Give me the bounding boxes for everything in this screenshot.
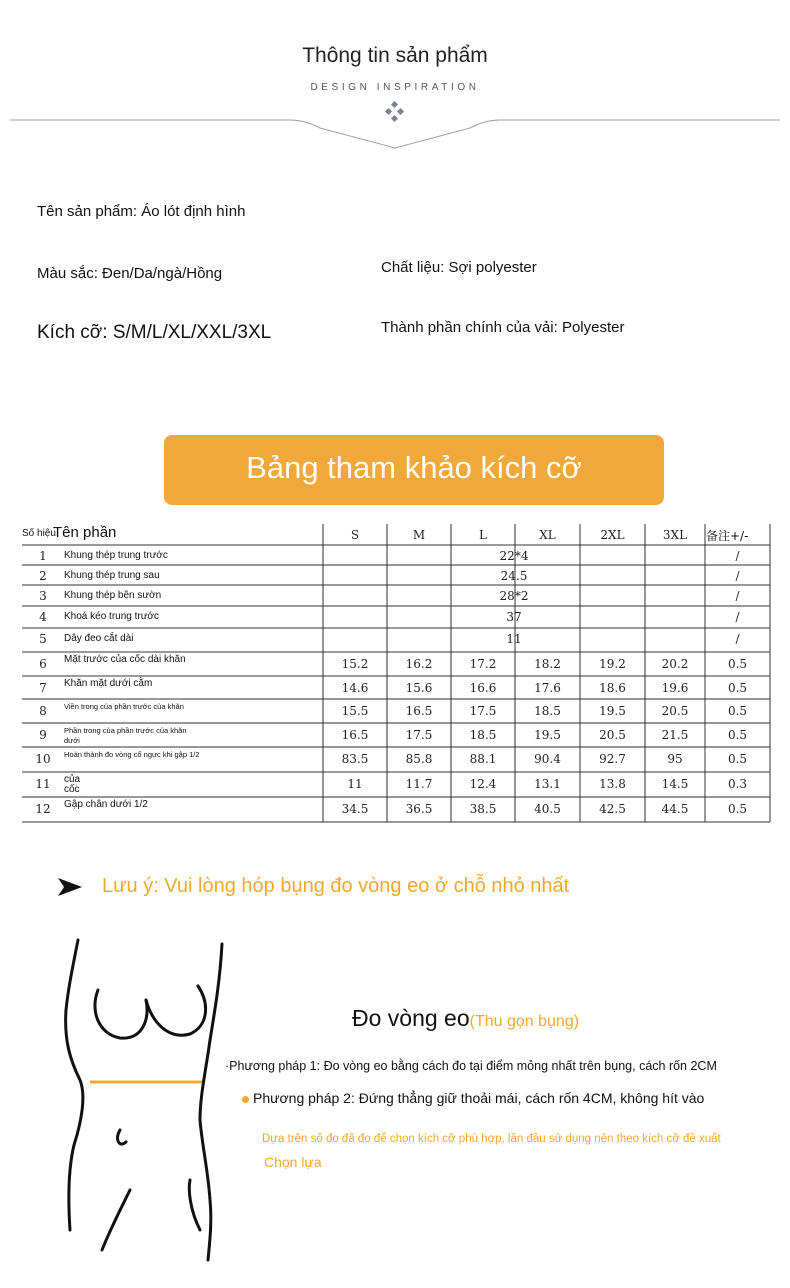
header-no: Số hiệu (22, 528, 56, 539)
row-size-value: 19.2 (599, 657, 626, 671)
row-note: 0.5 (727, 704, 748, 718)
row-part-name: Mặt trước của cốc dài khăn (64, 654, 186, 665)
row-size-value: 14.5 (661, 777, 689, 791)
row-merged-value: 24.5 (500, 569, 528, 583)
row-size-value: 13.1 (534, 777, 561, 791)
row-note: 0.5 (727, 657, 748, 671)
row-number: 3 (39, 589, 47, 603)
row-size-value: 21.5 (661, 728, 689, 742)
header-part: Tên phần (53, 524, 117, 541)
method-1: ·Phương pháp 1: Đo vòng eo bằng cách đo tại điểm mỏng nhất trên bụng, cách rốn 2CM (225, 1059, 717, 1073)
row-size-value: 18.5 (469, 728, 497, 742)
row-number: 9 (39, 728, 47, 742)
measure-title: Đo vòng eo (352, 1005, 470, 1031)
row-merged-value: 37 (506, 610, 522, 624)
page-subtitle: DESIGN INSPIRATION (310, 82, 480, 93)
body-figure-illustration (50, 930, 240, 1270)
recommendation-choose: Chọn lựa (264, 1154, 322, 1170)
product-fabric: Thành phần chính của vải: Polyester (381, 319, 625, 336)
product-color: Màu sắc: Đen/Da/ngà/Hồng (37, 265, 223, 282)
row-note: 0.5 (727, 681, 748, 695)
header-size-3xl: 3XL (662, 528, 688, 542)
row-size-value: 11.7 (405, 777, 433, 791)
row-number: 10 (35, 752, 51, 766)
row-number: 11 (35, 777, 51, 791)
row-part-name: Khăn mặt dưới cằm (64, 678, 153, 689)
row-note: / (735, 569, 740, 583)
row-size-value: 16.2 (405, 657, 433, 671)
row-part-name: Khung thép trung trước (64, 550, 168, 561)
row-size-value: 40.5 (534, 802, 561, 816)
diamond-ornament-icon (382, 100, 408, 126)
row-size-value: 18.5 (534, 704, 561, 718)
method-2: Phương pháp 2: Đứng thẳng giữ thoải mái, cách rốn 4CM, không hít vào (253, 1090, 705, 1106)
row-note: / (735, 549, 740, 563)
row-note: / (735, 610, 740, 624)
row-note: / (735, 632, 740, 646)
header-size-xl: XL (539, 528, 556, 542)
measure-heading (352, 1005, 579, 1032)
row-number: 5 (39, 632, 47, 646)
row-size-value: 15.6 (405, 681, 433, 695)
product-name: Tên sản phẩm: Áo lót định hình (37, 203, 246, 220)
row-number: 8 (39, 704, 47, 718)
row-size-value: 15.5 (341, 704, 369, 718)
row-part-name: Viền trong của phần trước của khăn (64, 702, 184, 711)
row-note: 0.5 (727, 802, 748, 816)
header-size-m: M (412, 528, 426, 542)
row-size-value: 90.4 (534, 752, 561, 766)
header-size-s: S (350, 528, 360, 542)
row-size-value: 95 (667, 752, 683, 766)
arrow-right-icon (56, 874, 84, 900)
row-size-value: 14.6 (341, 681, 369, 695)
row-number: 6 (39, 657, 47, 671)
row-size-value: 16.5 (405, 704, 433, 718)
row-merged-value: 22*4 (499, 549, 529, 563)
row-size-value: 13.8 (599, 777, 626, 791)
size-chart-banner: Bảng tham khảo kích cỡ (164, 435, 664, 505)
row-size-value: 16.6 (469, 681, 497, 695)
row-size-value: 44.5 (661, 802, 689, 816)
recommendation: Dựa trên số đo đã đo để chọn kích cỡ phù hợp, lần đầu sử dụng nên theo kích cỡ đề xuất (262, 1133, 721, 1145)
row-part-name: Khung thép bên sườn (64, 590, 162, 601)
method-2-row (242, 1090, 704, 1106)
waist-note: Lưu ý: Vui lòng hóp bụng đo vòng eo ở chỗ nhỏ nhất (102, 875, 570, 897)
row-size-value: 15.2 (341, 657, 369, 671)
bullet-dot-icon (242, 1096, 249, 1103)
row-size-value: 17.5 (469, 704, 497, 718)
measure-subtitle: (Thu gọn bụng) (469, 1013, 580, 1030)
row-part-name: Dây đeo cắt dài (64, 633, 134, 644)
row-size-value: 42.5 (599, 802, 626, 816)
row-note: / (735, 589, 740, 603)
row-number: 7 (39, 681, 47, 695)
header-note: 备注+/- (706, 529, 749, 543)
row-size-value: 19.6 (661, 681, 689, 695)
row-part-name: Khoá kéo trung trước (64, 611, 159, 622)
row-part-name: Khung thép trung sau (64, 570, 160, 581)
row-size-value: 17.6 (534, 681, 561, 695)
row-number: 4 (39, 610, 47, 624)
row-size-value: 11 (347, 777, 363, 791)
row-size-value: 20.5 (599, 728, 626, 742)
row-note: 0.5 (727, 728, 748, 742)
row-size-value: 17.2 (469, 657, 497, 671)
row-size-value: 12.4 (469, 777, 497, 791)
size-table (0, 520, 790, 825)
page-title: Thông tin sản phẩm (302, 44, 488, 67)
row-part-name: Phần trong của phần trước của khăn dưới (64, 726, 187, 745)
row-size-value: 19.5 (534, 728, 561, 742)
row-part-name: Gập chân dưới 1/2 (64, 799, 148, 810)
row-size-value: 38.5 (469, 802, 497, 816)
row-size-value: 18.6 (599, 681, 626, 695)
row-size-value: 18.2 (534, 657, 561, 671)
row-size-value: 88.1 (469, 752, 497, 766)
row-size-value: 20.5 (661, 704, 689, 718)
product-material: Chất liệu: Sợi polyester (381, 259, 537, 276)
product-size: Kích cỡ: S/M/L/XL/XXL/3XL (37, 322, 272, 343)
row-number: 12 (35, 802, 51, 816)
row-note: 0.5 (727, 752, 748, 766)
row-size-value: 85.8 (405, 752, 433, 766)
row-part-name: Hoàn thành đo vòng cổ ngực khi gập 1/2 (64, 750, 200, 759)
row-part-name: của cốc (64, 774, 81, 795)
row-size-value: 36.5 (405, 802, 433, 816)
header-size-2xl: 2XL (600, 528, 625, 542)
row-note: 0.3 (727, 777, 748, 791)
row-size-value: 34.5 (341, 802, 369, 816)
row-number: 1 (39, 549, 47, 563)
header-size-l: L (479, 528, 487, 542)
row-size-value: 16.5 (341, 728, 369, 742)
row-size-value: 20.2 (661, 657, 689, 671)
row-size-value: 83.5 (341, 752, 369, 766)
row-merged-value: 28*2 (499, 589, 529, 603)
row-number: 2 (39, 569, 47, 583)
row-size-value: 17.5 (405, 728, 433, 742)
row-size-value: 19.5 (599, 704, 626, 718)
row-size-value: 92.7 (599, 752, 626, 766)
row-merged-value: 11 (506, 632, 522, 646)
